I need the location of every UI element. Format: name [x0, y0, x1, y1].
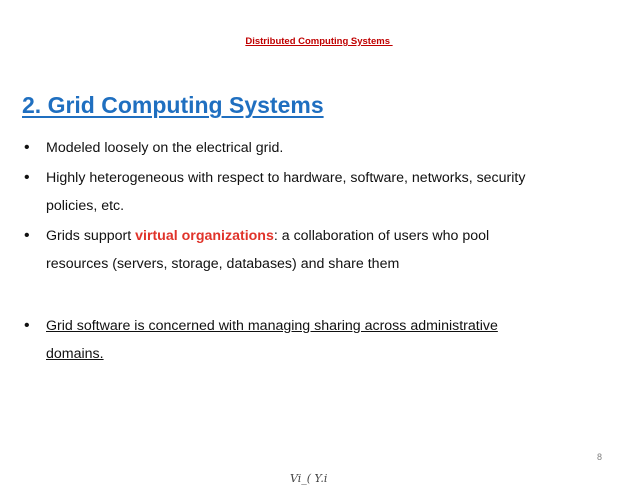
page-number: 8 [596, 452, 602, 462]
virtual-organizations-highlight: virtual organizations [135, 228, 274, 244]
slide-header-title: Distributed Computing Systems [245, 36, 393, 47]
bullet-line: Grid software is concerned with managing sharing across administrative [46, 318, 498, 334]
bullet-line: Highly heterogeneous with respect to hardware, software, networks, security [46, 170, 526, 186]
footer-text: Vi_( Y.i [290, 472, 328, 485]
bullet-icon: • [24, 139, 30, 156]
bullet-line [46, 222, 616, 250]
bullet-text-suffix: : a collaboration of users who pool [273, 228, 490, 244]
bullet-line: resources (servers, storage, databases) and share them [46, 256, 400, 272]
bullet-line: domains. [46, 346, 104, 362]
bullet-text-prefix: Grids support [46, 228, 136, 244]
slide-heading: 2. Grid Computing Systems [22, 92, 324, 118]
bullet-line: policies, etc. [46, 198, 125, 214]
bullet-icon: • [24, 317, 30, 334]
bullet-icon: • [24, 227, 30, 244]
bullet-icon: • [24, 169, 30, 186]
bullet-line: Modeled loosely on the electrical grid. [46, 140, 284, 156]
